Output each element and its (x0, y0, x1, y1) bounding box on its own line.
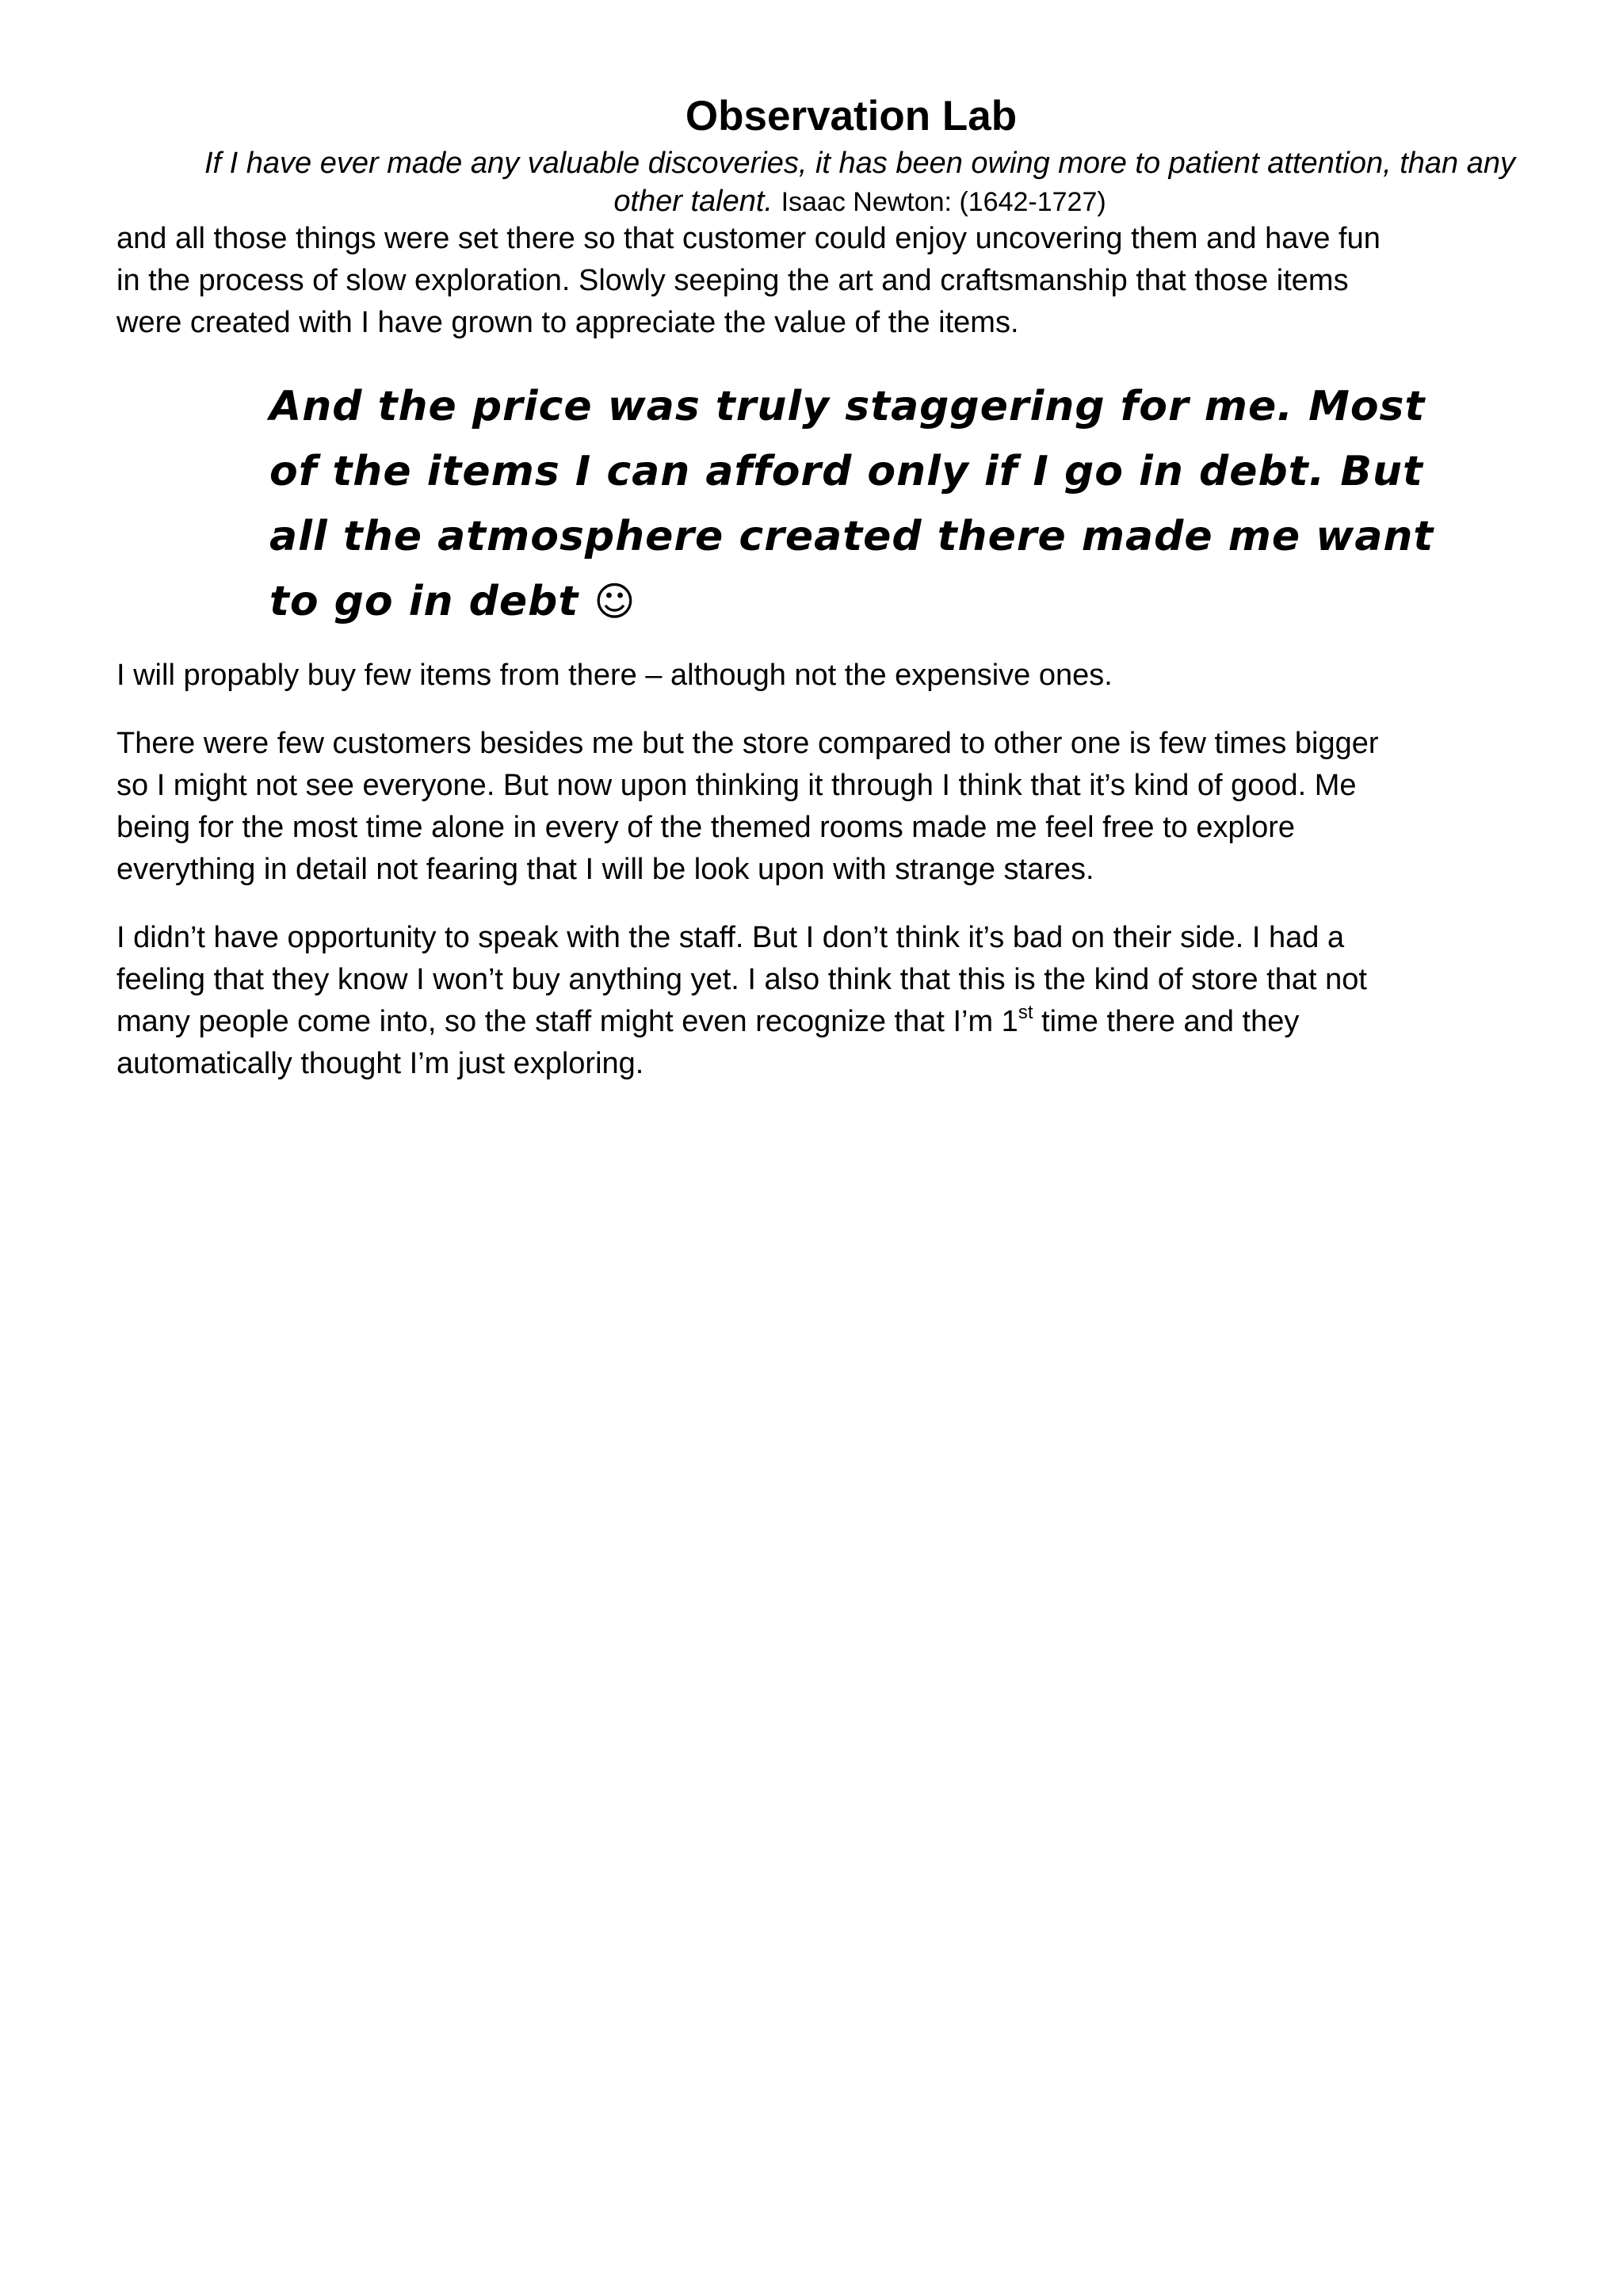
paragraph-intro: and all those things were set there so that customer could enjoy uncovering them and have fun in the process of slow exploration. Slowly seeping the art and craftsmanship that those items were created with I have grown to appreciate the value of the items. (116, 222, 1381, 339)
paragraph-customers: There were few customers besides me but the store compared to other one is few times bigger so I might not see everyone. But now upon thinking it through I think that it’s kind of good. Me being for the most time alone in every of the themed rooms made me feel free to explore everything in detail not fearing that I will be look upon with strange stares. (116, 727, 1379, 886)
smiley-icon: ☺ (594, 579, 636, 625)
header (0, 89, 1623, 144)
handwritten-text: And the price was truly staggering for me. Most of the items I can afford only if I go in debt. But all the atmosphere created there made me want to go in debt (269, 383, 1434, 625)
page-title: Observation Lab (685, 93, 1018, 139)
paragraph-staff-text-end: time there and they automatically thought I’m just exploring. (116, 1005, 1300, 1080)
quote-attribution: Isaac Newton: (1642-1727) (781, 187, 1106, 217)
paragraph-staff-text: I didn’t have opportunity to speak with the staff. But I don’t think it’s bad on their side. I had a feeling that they know I won’t buy anything yet. I also think that this is the kind of store that not many people come into, so the staff might even recognize that I’m 1 (116, 921, 1367, 1038)
ordinal-suffix: st (1018, 1002, 1033, 1024)
quote-text: If I have ever made any valuable discoveries, it has been owing more to patient attention, than any other talent. (204, 147, 1515, 218)
paragraph-staff (116, 917, 1400, 1085)
handwritten-note (269, 374, 1482, 634)
paragraph-purchase: I will propably buy few items from there – although not the expensive ones. (116, 659, 1113, 692)
epigraph-quote (190, 144, 1529, 221)
document-body (116, 218, 1434, 1111)
